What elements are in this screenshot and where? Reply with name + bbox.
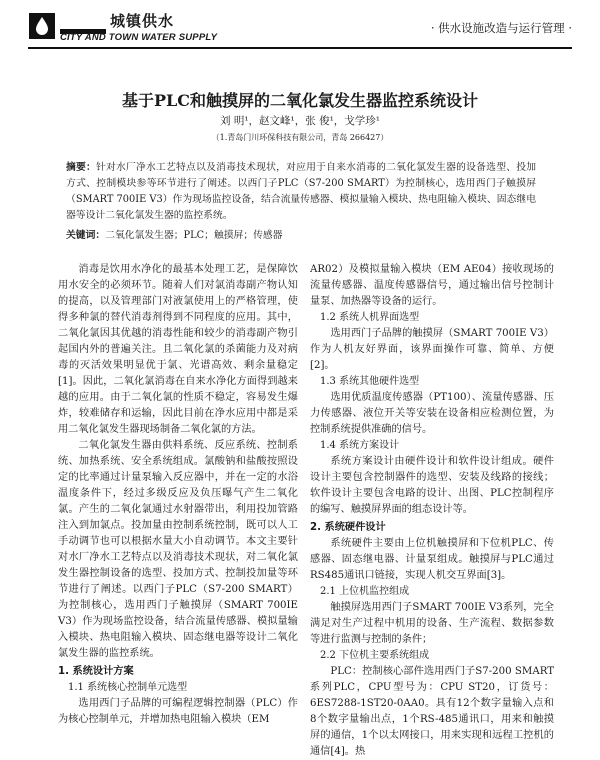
subsection-heading: 2.1 上位机监控组成	[320, 586, 410, 597]
abstract-text: 针对水厂净水工艺特点以及消毒技术现状，对应用于自来水消毒的二氧化氯发生器的设备选型、投加方式、控制模块参等环节进行了阐述。以西门子PLC（S7-200 SMART）为控制核心，选用西门子触摸屏（SMART 700IE V3）作为现场监控设备，结合流量传感器、模拟量输入模块、热电阻输入模块、固态继电器等设计二氧化氯发生器的监控系统。	[66, 162, 537, 221]
keywords	[66, 227, 536, 241]
paragraph: 二氧化氯发生器由供料系统、反应系统、控制系统、加热系统、安全系统组成。氯酸钠和盐酸按照设定的比率通过计量泵输入反应器中，并在一定的水浴温度条件下，经过多级反应及负压曝气产生二氧化氯。产生的二氧化氯通过水射器带出，利用投加管路注入到加氯点。投加量由控制系统控制，既可以人工手动调节也可以根据水量大小自动调节。本文主要针对水厂净水工艺特点以及消毒技术现状，对二氧化氯发生器控制设备的选型、投加方式、控制投加量等环节进行了阐述。以西门子PLC（S7-200 SMART）为控制核心，选用西门子触摸屏（SMART 700IE V3）作为现场监控设备，结合流量传感器、模拟量输入模块、热电阻输入模块、固态继电器等设计二氧化氯发生器的监控系统。	[58, 440, 298, 659]
abstract	[66, 160, 536, 224]
article-authors: 刘 明¹，赵文峰¹，张 俊¹，戈学珍¹	[219, 115, 380, 127]
subsection-heading: 1.4 系统方案设计	[320, 440, 400, 451]
header-rule	[28, 47, 572, 49]
paragraph: AR02）及模拟量输入模块（EM AE04）接收现场的流量传感器、温度传感器信号，通过输出信号控制计量泵、加热器等设备的运行。	[310, 264, 554, 307]
paragraph: 系统方案设计由硬件设计和软件设计组成。硬件设计主要包含控制器件的选型、安装及线路的接线；软件设计主要包含电路的设计、出图、PLC控制程序的编写、触摸屏界面的组态设计等。	[310, 456, 554, 515]
abstract-label: 摘要：	[66, 162, 97, 173]
paragraph: 选用优质温度传感器（PT100）、流量传感器、压力传感器、液位开关等安装在设备相应检测位置，为控制系统提供准确的信号。	[310, 392, 554, 435]
subsection-heading: 2.2 下位机主要系统组成	[320, 650, 430, 661]
subsection-heading: 1.3 系统其他硬件选型	[320, 376, 420, 387]
journal-name-en: CITY AND TOWN WATER SUPPLY	[60, 32, 218, 43]
paragraph: 系统硬件主要由上位机触摸屏和下位机PLC、传感器、固态继电器、计量泵组成。触摸屏与PLC通过RS485通讯口链接，实现人机交互界面[3]。	[310, 538, 554, 581]
paragraph: PLC：控制核心部件选用西门子S7-200 SMART系列PLC，CPU型号为：CPU ST20，订货号：6ES7288-1ST20-0AA0。具有12个数字量输入点和8个数字量输出点，1个RS-485通讯口，用来和触摸屏的通信，1个以太网接口，用来实现和远程工控机的通信[4]。热	[310, 666, 554, 757]
paragraph: 选用西门子品牌的触摸屏（SMART 700IE V3）作为人机友好界面，该界面操作可靠、简单、方便[2]。	[310, 328, 554, 371]
paragraph: 选用西门子品牌的可编程逻辑控制器（PLC）作为核心控制单元，并增加热电阻输入模块（EM	[58, 698, 298, 725]
subsection-heading: 1.1 系统核心控制单元选型	[68, 682, 188, 693]
journal-name-cn: 城镇供水	[110, 12, 175, 30]
keywords-text: 二氧化氯发生器；PLC；触摸屏；传感器	[105, 230, 283, 241]
water-drop-icon	[28, 12, 56, 40]
section-name: · 供水设施改造与运行管理 ·	[430, 21, 572, 35]
section-heading: 1. 系统设计方案	[58, 666, 134, 677]
paragraph: 消毒是饮用水净化的最基本处理工艺，是保障饮用水安全的必须环节。随着人们对氯消毒副产物认知的提高，以及管理部门对液氯使用上的严格管理，使得多种氯的替代消毒剂得到不同程度的应用。其中，二氧化氯因其优越的消毒性能和较少的消毒副产物引起国内外的普遍关注。且二氧化氯的杀菌能力及对病毒的灭活效果明显优于氯、光谱高效、剩余量稳定[1]。因此，二氧化氯消毒在自来水净化方面得到越来越的应用。由于二氧化氯的性质不稳定，容易发生爆炸，较难储存和运输，因此目前在净水应用中都是采用二氧化氯发生器现场制备二氧化氯的方法。	[58, 264, 298, 435]
section-heading: 2. 系统硬件设计	[310, 522, 386, 533]
body-column-left	[58, 262, 298, 728]
paragraph: 触摸屏选用西门子SMART 700IE V3系列，完全满足对生产过程中机用的设备、生产流程、数据参数等进行监测与控制的条件；	[310, 602, 554, 645]
article-affiliation: （1.青岛门川环保科技有限公司，青岛 266427）	[211, 133, 389, 142]
journal-logo	[28, 8, 258, 48]
body-column-right	[310, 262, 554, 760]
keywords-label: 关键词：	[66, 230, 106, 241]
subsection-heading: 1.2 系统人机界面选型	[320, 312, 420, 323]
article-title: 基于PLC和触摸屏的二氧化氯发生器监控系统设计	[121, 91, 479, 110]
